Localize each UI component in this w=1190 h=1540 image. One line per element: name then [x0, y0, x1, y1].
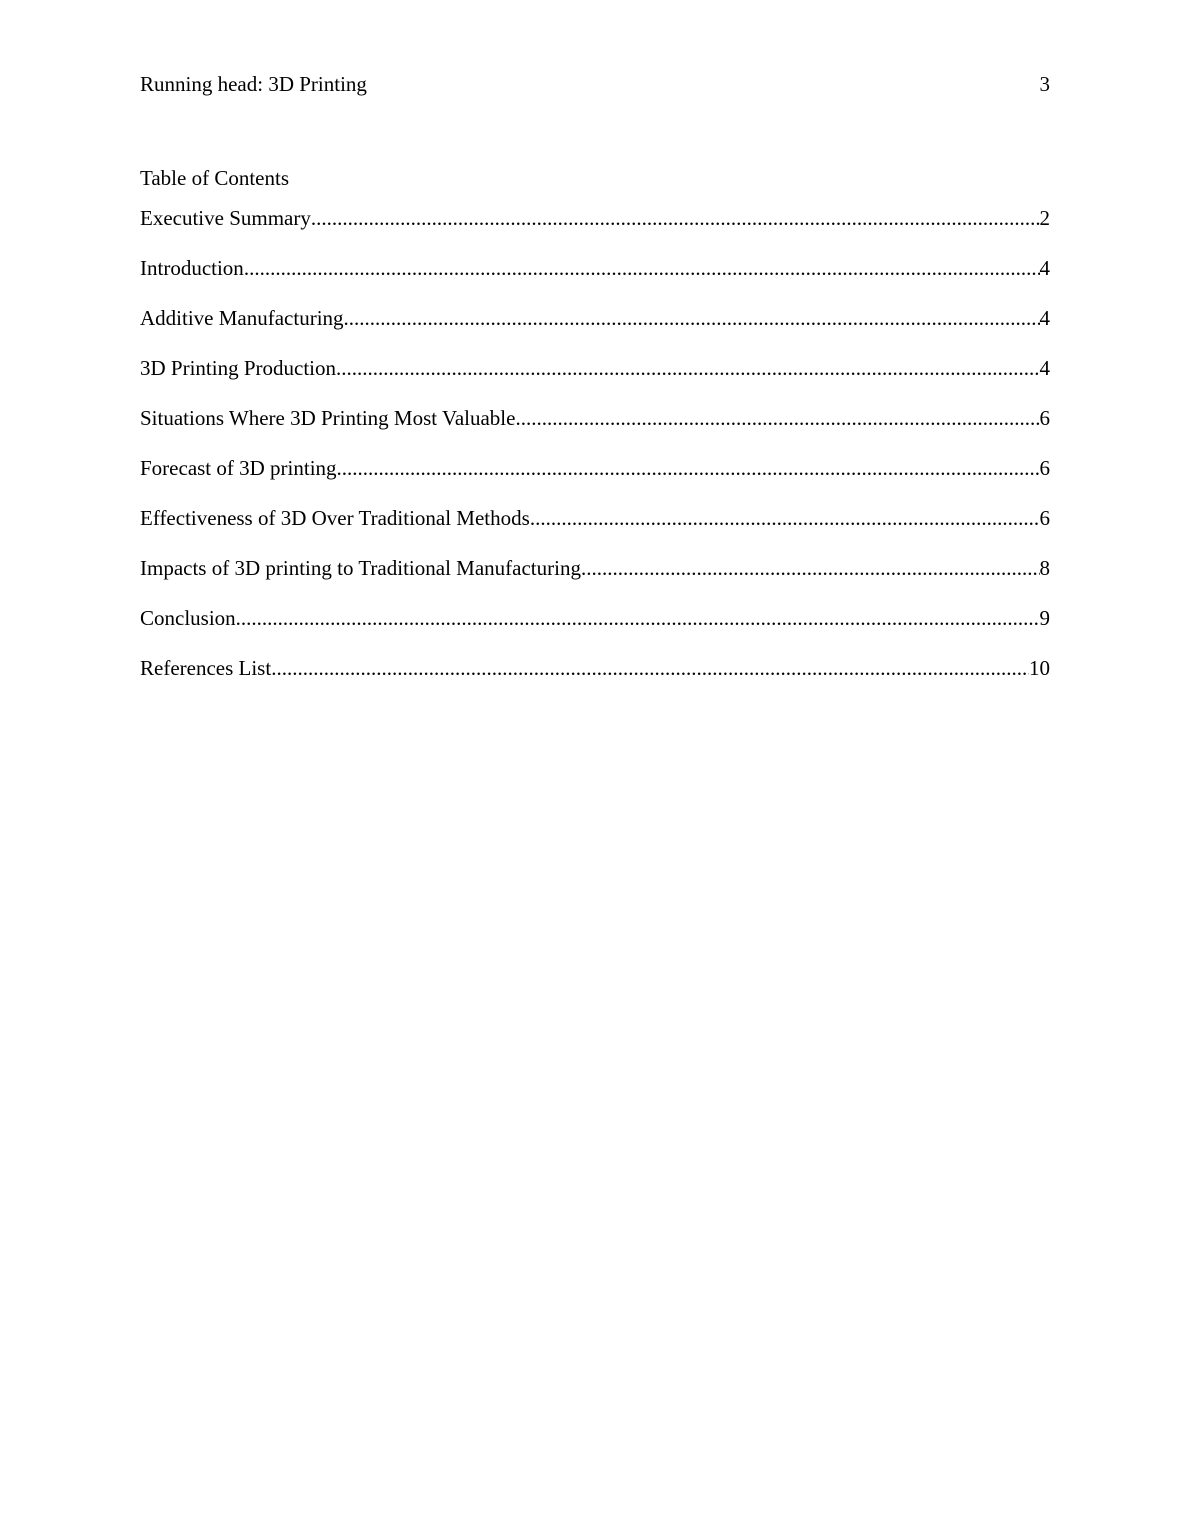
- toc-entry-label: Impacts of 3D printing to Traditional Manufacturing: [140, 556, 581, 580]
- running-head: Running head: 3D Printing: [140, 72, 367, 96]
- page-number: 3: [1039, 72, 1050, 96]
- toc-entry-conclusion[interactable]: [140, 604, 1050, 654]
- toc-entry-label: Forecast of 3D printing: [140, 456, 337, 480]
- dot-leader: [336, 354, 1039, 382]
- toc-entry-executive-summary[interactable]: [140, 204, 1050, 254]
- toc-entry-label: Situations Where 3D Printing Most Valuable: [140, 406, 516, 430]
- toc-entry-label: References List: [140, 656, 272, 680]
- toc-entry-3d-printing-production[interactable]: [140, 354, 1050, 404]
- toc-entry-references-list[interactable]: [140, 654, 1050, 704]
- toc-entry-label: Conclusion: [140, 606, 236, 630]
- toc-entry-label: Introduction: [140, 256, 244, 280]
- page-header: [140, 70, 1050, 98]
- toc-entry-label: Additive Manufacturing: [140, 306, 344, 330]
- dot-leader: [271, 654, 1029, 682]
- toc-entry-situations[interactable]: [140, 404, 1050, 454]
- toc-entry-forecast[interactable]: [140, 454, 1050, 504]
- dot-leader: [337, 454, 1040, 482]
- dot-leader: [244, 254, 1040, 282]
- toc-entry-introduction[interactable]: [140, 254, 1050, 304]
- toc-entry-additive-manufacturing[interactable]: [140, 304, 1050, 354]
- toc-entry-page: 9: [1039, 606, 1050, 630]
- toc-entry-page: 4: [1039, 356, 1050, 380]
- toc-entry-page: 10: [1029, 656, 1050, 680]
- dot-leader: [344, 304, 1040, 332]
- toc-entry-label: Executive Summary: [140, 206, 311, 230]
- dot-leader: [581, 554, 1040, 582]
- toc-entry-page: 4: [1039, 306, 1050, 330]
- dot-leader: [530, 504, 1040, 532]
- table-of-contents: [140, 204, 1050, 704]
- toc-entry-impacts[interactable]: [140, 554, 1050, 604]
- toc-entry-page: 4: [1039, 256, 1050, 280]
- toc-entry-label: 3D Printing Production: [140, 356, 337, 380]
- dot-leader: [236, 604, 1040, 632]
- dot-leader: [515, 404, 1039, 432]
- toc-entry-page: 6: [1039, 506, 1050, 530]
- toc-entry-page: 6: [1039, 456, 1050, 480]
- toc-entry-label: Effectiveness of 3D Over Traditional Methods: [140, 506, 530, 530]
- toc-entry-effectiveness[interactable]: [140, 504, 1050, 554]
- toc-entry-page: 2: [1039, 206, 1050, 230]
- toc-entry-page: 8: [1039, 556, 1050, 580]
- toc-entry-page: 6: [1039, 406, 1050, 430]
- toc-title: Table of Contents: [140, 166, 289, 190]
- dot-leader: [311, 204, 1040, 232]
